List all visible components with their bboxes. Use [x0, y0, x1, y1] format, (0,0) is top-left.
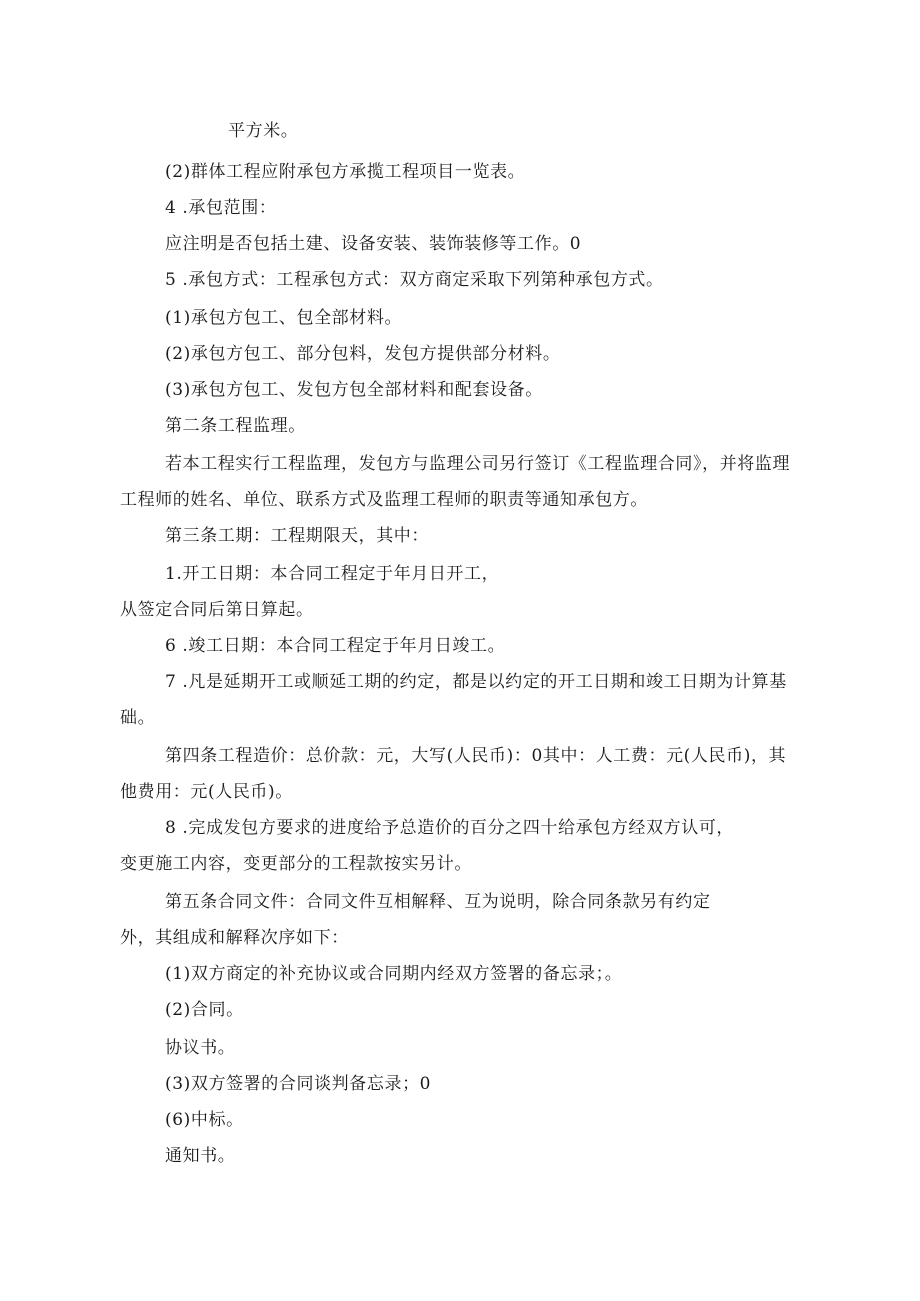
text-line: 他费用：元(人民币)。: [120, 782, 293, 802]
text-line: 从签定合同后第日算起。: [120, 600, 314, 620]
text-line: 第四条工程造价：总价款：元，大写(人民币)：0其中：人工费：元(人民币)，其: [165, 746, 787, 766]
text-line: 8 .完成发包方要求的进度给予总造价的百分之四十给承包方经双方认可，: [165, 818, 735, 838]
text-line: (1)双方商定的补充协议或合同期内经双方签署的备忘录；。: [165, 964, 623, 984]
text-line: (6)中标。: [165, 1110, 244, 1130]
text-line: (1)承包方包工、包全部材料。: [165, 308, 403, 328]
text-line: 1.开工日期：本合同工程定于年月日开工，: [165, 564, 500, 584]
text-line: 通知书。: [165, 1146, 236, 1166]
text-line: (3)双方签署的合同谈判备忘录；0: [165, 1074, 432, 1094]
text-line: 础。: [120, 708, 156, 728]
text-line: (3)承包方包工、发包方包全部材料和配套设备。: [165, 380, 543, 400]
text-line: 第五条合同文件：合同文件互相解释、互为说明，除合同条款另有约定: [165, 892, 711, 912]
text-line: 变更施工内容，变更部分的工程款按实另计。: [120, 854, 472, 874]
text-line: 6 .竣工日期：本合同工程定于年月日竣工。: [165, 636, 506, 656]
text-line: 第三条工期：工程期限天，其中：: [165, 526, 429, 546]
text-line: 7 .凡是延期开工或顺延工期的约定，都是以约定的开工日期和竣工日期为计算基: [165, 672, 787, 692]
text-line: (2)群体工程应附承包方承揽工程项目一览表。: [165, 162, 526, 182]
text-line: 4 .承包范围：: [165, 198, 277, 218]
text-line: 外，其组成和解释次序如下：: [120, 928, 349, 948]
text-line: 工程师的姓名、单位、联系方式及监理工程师的职责等通知承包方。: [120, 490, 648, 510]
text-line: 应注明是否包括土建、设备安装、装饰装修等工作。0: [165, 234, 582, 254]
text-line: 平方米。: [228, 121, 299, 141]
text-line: (2)承包方包工、部分包料，发包方提供部分材料。: [165, 344, 561, 364]
text-line: 协议书。: [165, 1038, 236, 1058]
text-line: 第二条工程监理。: [165, 416, 306, 436]
text-line: 5 .承包方式：工程承包方式：双方商定采取下列第种承包方式。: [165, 270, 664, 290]
text-line: (2)合同。: [165, 1000, 244, 1020]
text-line: 若本工程实行工程监理，发包方与监理公司另行签订《工程监理合同》，并将监理: [165, 454, 791, 474]
